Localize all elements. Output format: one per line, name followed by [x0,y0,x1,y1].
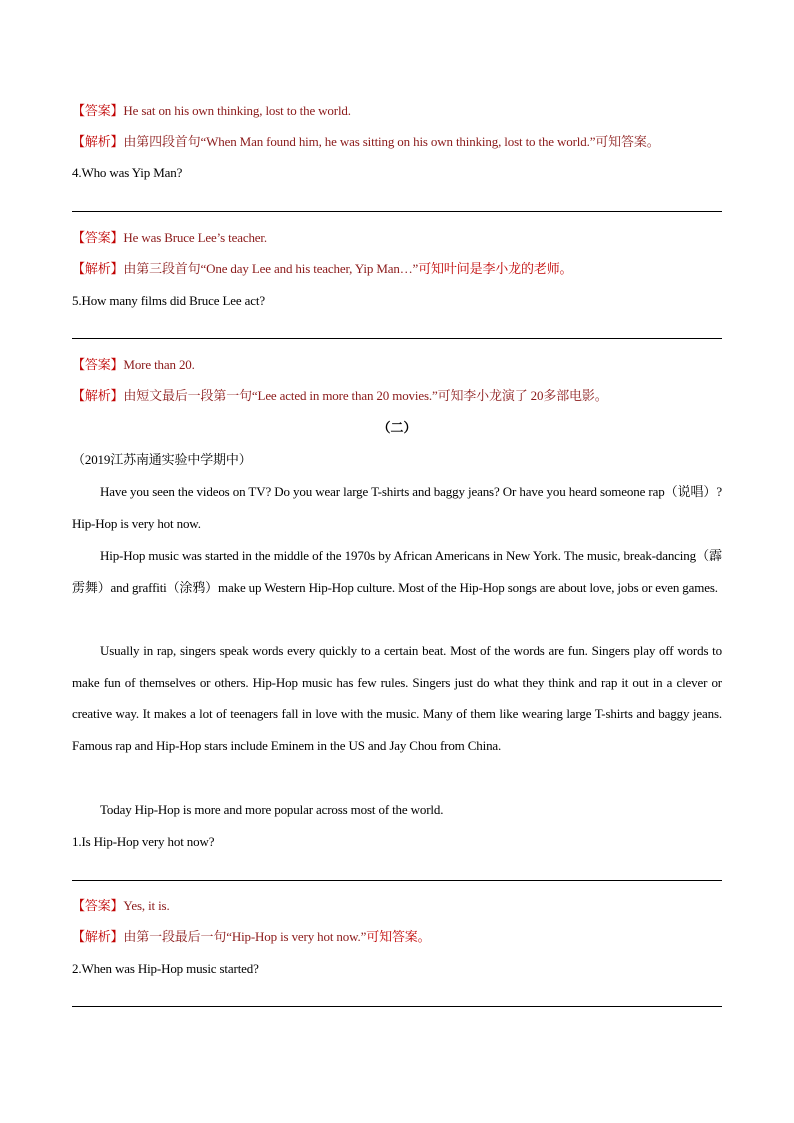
q5-question: 5.How many films did Bruce Lee act? [72,293,265,308]
answer-blank-line [72,1006,722,1007]
passage-paragraph-2: Hip-Hop music was started in the middle of the 1970s by African Americans in New York. The music, break-dancing（霹雳舞）and graffiti（涂鸦）make up Western Hip-Hop culture. Most of the Hip-Hop songs are about love, jobs or even games. [72,548,722,595]
q5-answer-line [72,356,722,374]
q5-answer-text: More than 20. [123,357,195,372]
analysis-label: 【解析】 [72,261,124,276]
section-heading: （二） [377,420,417,435]
q5-analysis-line [72,387,722,405]
s2-q1-analysis-line [72,928,722,946]
s2-q1-analysis-text-cn: 可知答案。 [366,929,431,944]
q3-analysis-text: 由第四段首句“When Man found him, he was sitting on his own thinking, lost to the world.”可知答案。 [123,134,660,149]
q4-analysis-line [72,260,722,278]
s2-q1-question: 1.Is Hip-Hop very hot now? [72,834,215,849]
answer-blank-line [72,880,722,881]
q5-analysis-text: 由短文最后一段第一句“Lee acted in more than 20 movies.”可知李小龙演了 20多部电影。 [123,388,608,403]
s2-q1-answer-line [72,897,722,915]
answer-blank-line [72,338,722,339]
source-note: （2019江苏南通实验中学期中） [72,452,252,467]
q4-question: 4.Who was Yip Man? [72,165,183,180]
q4-answer-text: He was Bruce Lee’s teacher. [123,230,267,245]
passage-paragraph-1: Have you seen the videos on TV? Do you wear large T-shirts and baggy jeans? Or have you heard someone rap（说唱）? Hip-Hop is very hot now. [72,484,722,531]
q3-analysis-line [72,133,722,151]
q3-answer-text: He sat on his own thinking, lost to the world. [123,103,351,118]
answer-blank-line [72,211,722,212]
answer-label: 【答案】 [72,103,124,118]
q4-answer-line [72,229,722,247]
s2-q1-analysis-text: 由第一段最后一句“Hip-Hop is very hot now.” [123,929,367,944]
analysis-label: 【解析】 [72,388,124,403]
s2-q2-question: 2.When was Hip-Hop music started? [72,961,259,976]
q4-analysis-text: 由第三段首句“One day Lee and his teacher, Yip Man…” [123,261,419,276]
answer-label: 【答案】 [72,898,124,913]
passage-paragraph-4: Today Hip-Hop is more and more popular across most of the world. [100,802,444,817]
q4-analysis-text-cn: 可知叶问是李小龙的老师。 [418,261,573,276]
passage-paragraph-3: Usually in rap, singers speak words every quickly to a certain beat. Most of the words are fun. Singers play off words to make fun of themselves or others. Hip-Hop music has few rules. Singers just do what they think and rap it out in a clever or creative way. It makes a lot of teenagers fall in love with the music. Many of them like wearing large T-shirts and baggy jeans. Famous rap and Hip-Hop stars include Eminem in the US and Jay Chou from China. [72,643,722,754]
analysis-label: 【解析】 [72,929,124,944]
q3-answer-line [72,102,722,120]
s2-q1-answer-text: Yes, it is. [123,898,170,913]
answer-label: 【答案】 [72,230,124,245]
answer-label: 【答案】 [72,357,124,372]
analysis-label: 【解析】 [72,134,124,149]
